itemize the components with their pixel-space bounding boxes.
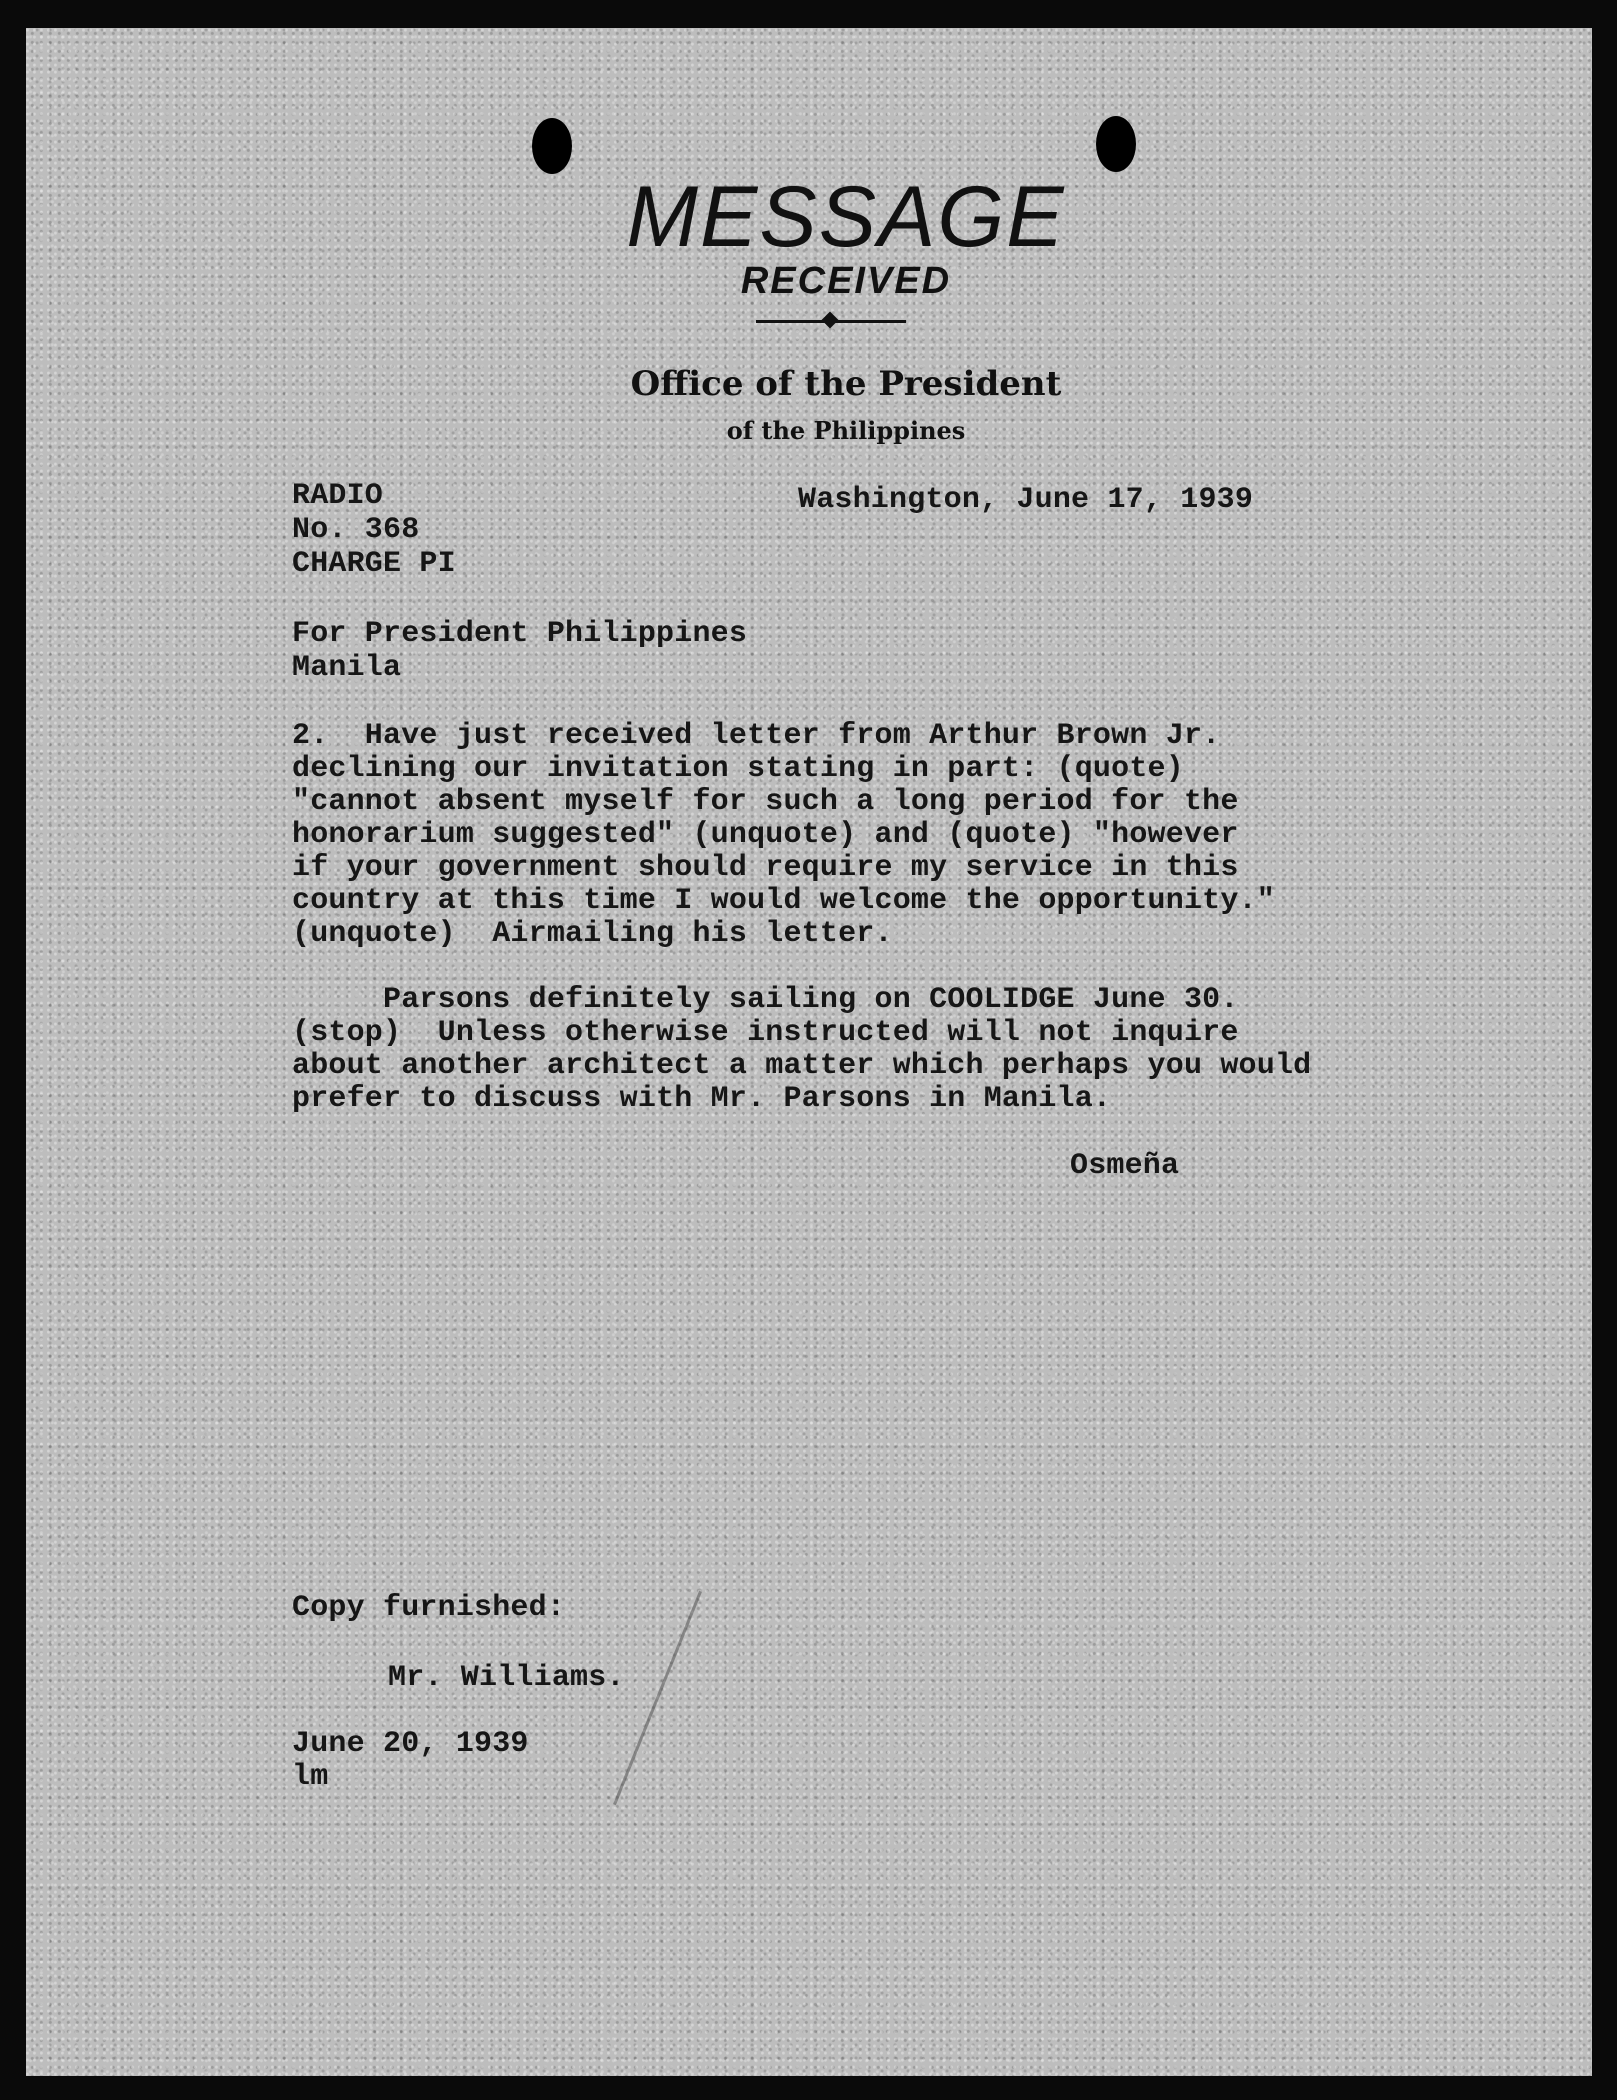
- body-para1-line-6: country at this time I would welcome the opportunity.": [292, 884, 1275, 918]
- body-para2-line-3: about another architect a matter which perhaps you would: [292, 1049, 1312, 1083]
- body-para2-line-2: (stop) Unless otherwise instructed will not inquire: [292, 1016, 1239, 1050]
- message-number: No. 368: [292, 513, 420, 547]
- punch-hole-left: [532, 118, 572, 174]
- body-para1-line-7: (unquote) Airmailing his letter.: [292, 917, 893, 951]
- message-type: RADIO: [292, 479, 384, 513]
- letterhead-title: MESSAGE: [626, 169, 1066, 265]
- signature-name: Osmeña: [1070, 1149, 1180, 1183]
- letterhead-subtitle: RECEIVED: [740, 260, 952, 302]
- message-charge: CHARGE PI: [292, 547, 456, 581]
- letterhead-divider-ornament: [822, 312, 839, 329]
- addressee-line-1: For President Philippines: [292, 617, 748, 651]
- pen-mark: [613, 1591, 702, 1805]
- letterhead-office: Office of the President: [630, 364, 1062, 404]
- typist-initials: lm: [292, 1760, 329, 1794]
- punch-hole-right: [1096, 116, 1136, 172]
- body-para1-line-1: 2. Have just received letter from Arthur Brown Jr.: [292, 719, 1221, 753]
- body-para1-line-5: if your government should require my service in this: [292, 851, 1239, 885]
- copy-recipient: Mr. Williams.: [388, 1661, 625, 1695]
- footer-date: June 20, 1939: [292, 1727, 529, 1761]
- body-para1-line-3: "cannot absent myself for such a long period for the: [292, 785, 1239, 819]
- letterhead-country: of the Philippines: [726, 416, 966, 445]
- body-para2-line-4: prefer to discuss with Mr. Parsons in Manila.: [292, 1082, 1112, 1116]
- message-sheet: [26, 28, 1592, 2076]
- body-para2-line-1: Parsons definitely sailing on COOLIDGE June 30.: [292, 983, 1239, 1017]
- body-para1-line-2: declining our invitation stating in part: (quote): [292, 752, 1184, 786]
- place-date: Washington, June 17, 1939: [798, 483, 1254, 517]
- body-para1-line-4: honorarium suggested" (unquote) and (quote) "however: [292, 818, 1239, 852]
- addressee-line-2: Manila: [292, 651, 402, 685]
- copy-furnished-label: Copy furnished:: [292, 1591, 566, 1625]
